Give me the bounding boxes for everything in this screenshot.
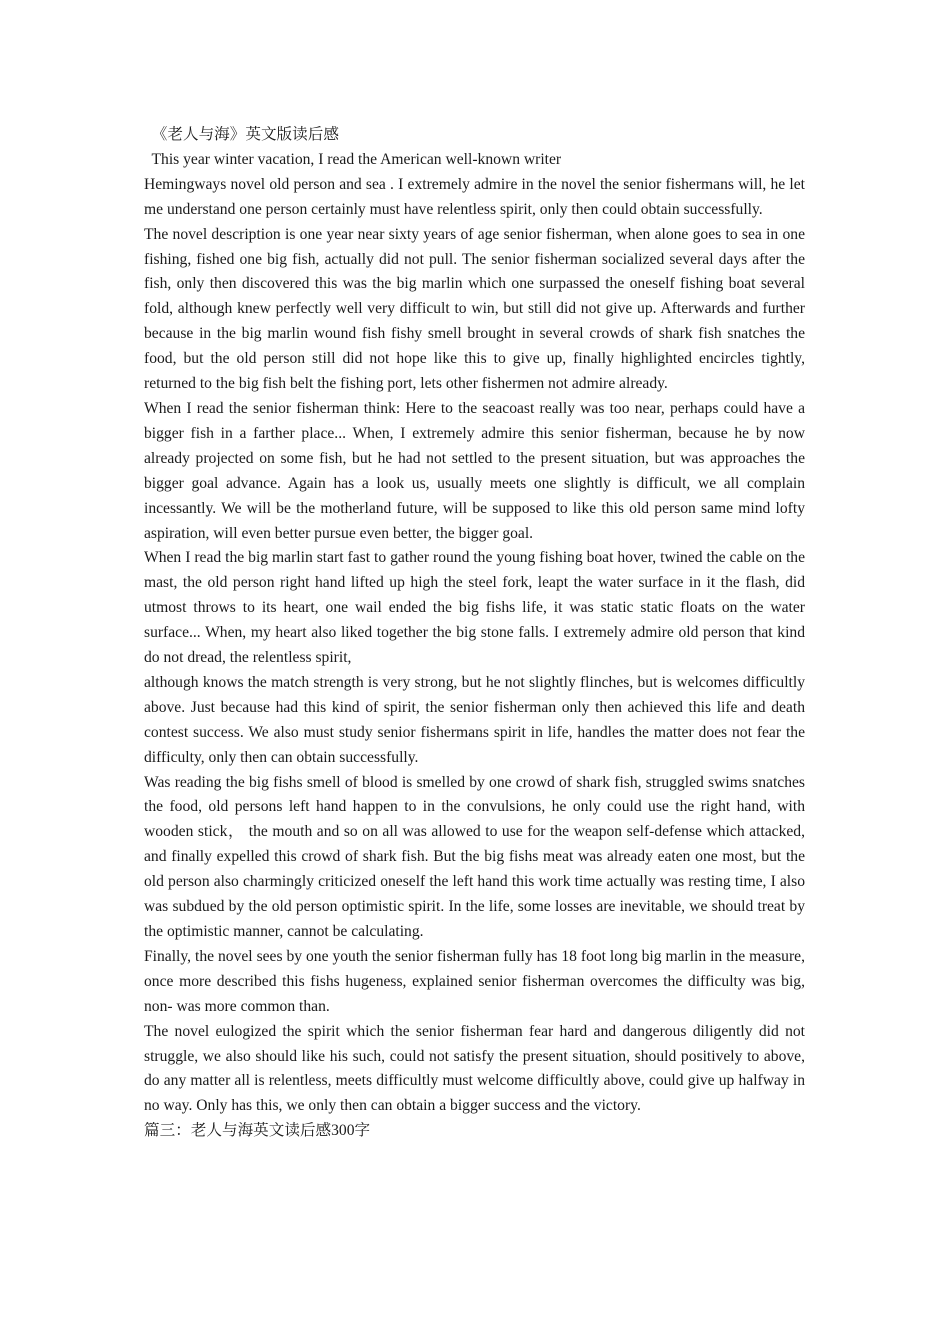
paragraph: although knows the match strength is very strong, but he not slightly flinches, but is welcomes difficultly above. Just because had this kind of spirit, the senior fisherman only then achieved this life and death contest success. We also must study senior fishermans spirit in life, handles the matter does not fear the difficulty, only then can obtain successfully. [144,673,805,766]
paragraph: When I read the senior fisherman think: Here to the seacoast really was too near, perhaps could have a bigger fish in a farther place... When, I extremely admire this senior fisherman, because he by now already projected on some fish, but he had not settled to the present situation, but was approaches the bigger goal advance. Again has a look us, usually meets one slightly is difficult, we all complain incessantly. We will be the motherland future, will be supposed to like this old person same mind lofty aspiration, will even better pursue even better, the bigger goal. [144,399,805,542]
paragraph: Finally, the novel sees by one youth the senior fisherman fully has 18 foot long big marlin in the measure, once more described this fishs hugeness, explained senior fisherman overcomes the difficulty was big, non- was more common than. [144,947,805,1015]
paragraph: Hemingways novel old person and sea . I extremely admire in the novel the senior fishermans will, he let me understand one person certainly must have relentless spirit, only then could obtain successfully. [144,175,805,218]
paragraph: Was reading the big fishs smell of blood is smelled by one crowd of shark fish, struggled swims snatches the food, old persons left hand happen to in the convulsions, he only could use the right hand, with wooden stick， the mouth and so on all was allowed to use for the weapon self-defense which attacked, and finally expelled this crowd of shark fish. But the big fishs meat was already eaten one most, but the old person also charmingly criticized oneself the left hand this work time actually was resting time, I also was subdued by the old person optimistic spirit. In the life, some losses are inevitable, we should treat by the optimistic manner, cannot be calculating. [144,773,805,940]
paragraph: The novel description is one year near sixty years of age senior fisherman, when alone goes to sea in one fishing, fished one big fish, actually did not pull. The senior fisherman socialized several days after the fish, only then discovered this was the big marlin which one surpassed the oneself fishing boat several fold, although knew perfectly well very difficult to win, but still did not give up. Afterwards and further because in the big marlin wound fish fishy smell brought in several crowds of shark fish snatches the food, but the old person still did not hope like this to give up, finally highlighted encircles tightly, returned to the big fish belt the fishing port, lets other fishermen not admire already. [144,225,805,393]
document-title: 《老人与海》英文版读后感 [144,126,339,143]
section-heading: 篇三：老人与海英文读后感300字 [144,1122,371,1140]
intro-line: This year winter vacation, I read the American well-known writer [144,150,562,168]
paragraph: When I read the big marlin start fast to gather round the young fishing boat hover, twined the cable on the mast, the old person right hand lifted up high the steel fork, leapt the water surface in it the flash, did utmost throws to its heart, one wail ended the big fishs life, it was static static floats on the water surface... When, my heart also liked together the big stone falls. I extremely admire old person that kind do not dread, the relentless spirit, [144,549,805,667]
paragraph: The novel eulogized the spirit which the senior fisherman fear hard and dangerous diligently did not struggle, we also should like his such, could not satisfy the present situation, should positively to above, do any matter all is relentless, meets difficultly must welcome difficultly above, could give up halfway in no way. Only has this, we only then can obtain a bigger success and the victory. [144,1022,805,1115]
document-page [144,123,805,1144]
